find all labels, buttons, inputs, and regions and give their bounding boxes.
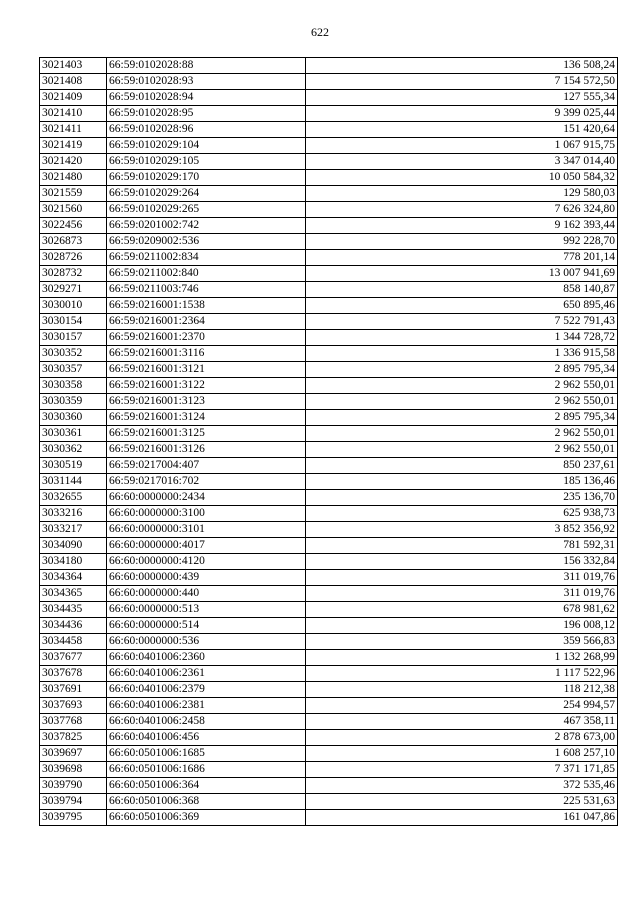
cadastral-value-cell: 151 420,64 [306,122,618,138]
object-id-cell: 3034365 [40,586,107,602]
object-id-cell: 3026873 [40,234,107,250]
cadastral-value-cell: 1 336 915,58 [306,346,618,362]
table-row [40,666,618,682]
table-row [40,410,618,426]
table-row [40,586,618,602]
object-id-cell: 3021408 [40,74,107,90]
table-row [40,378,618,394]
object-id-cell: 3039790 [40,778,107,794]
object-id-cell: 3039795 [40,810,107,826]
object-id-cell: 3031144 [40,474,107,490]
object-id-cell: 3030359 [40,394,107,410]
table-row [40,506,618,522]
object-id-cell: 3029271 [40,282,107,298]
cadastral-number-cell: 66:59:0102028:88 [107,58,306,74]
cadastral-value-cell: 311 019,76 [306,586,618,602]
cadastral-number-cell: 66:60:0000000:514 [107,618,306,634]
cadastral-value-cell: 2 962 550,01 [306,426,618,442]
cadastral-number-cell: 66:60:0501006:1685 [107,746,306,762]
cadastral-number-cell: 66:59:0211002:834 [107,250,306,266]
object-id-cell: 3030010 [40,298,107,314]
cadastral-value-cell: 2 962 550,01 [306,394,618,410]
cadastral-value-cell: 129 580,03 [306,186,618,202]
cadastral-value-cell: 467 358,11 [306,714,618,730]
cadastral-value-cell: 1 132 268,99 [306,650,618,666]
cadastral-number-cell: 66:60:0401006:456 [107,730,306,746]
cadastral-number-cell: 66:60:0501006:1686 [107,762,306,778]
table-row [40,74,618,90]
cadastral-number-cell: 66:60:0401006:2360 [107,650,306,666]
cadastral-number-cell: 66:59:0216001:3121 [107,362,306,378]
object-id-cell: 3028726 [40,250,107,266]
table-row [40,650,618,666]
object-id-cell: 3021411 [40,122,107,138]
object-id-cell: 3037677 [40,650,107,666]
table-row [40,762,618,778]
cadastral-number-cell: 66:59:0217016:702 [107,474,306,490]
table-row [40,346,618,362]
cadastral-number-cell: 66:60:0000000:3100 [107,506,306,522]
cadastral-number-cell: 66:60:0501006:364 [107,778,306,794]
cadastral-number-cell: 66:59:0217004:407 [107,458,306,474]
cadastral-number-cell: 66:59:0216001:1538 [107,298,306,314]
object-id-cell: 3028732 [40,266,107,282]
object-id-cell: 3030360 [40,410,107,426]
cadastral-number-cell: 66:60:0401006:2379 [107,682,306,698]
table-row [40,362,618,378]
object-id-cell: 3030358 [40,378,107,394]
object-id-cell: 3034364 [40,570,107,586]
object-id-cell: 3030362 [40,442,107,458]
table-row [40,250,618,266]
table-row [40,394,618,410]
cadastral-value-cell: 7 371 171,85 [306,762,618,778]
object-id-cell: 3039698 [40,762,107,778]
object-id-cell: 3021480 [40,170,107,186]
cadastral-value-cell: 127 555,34 [306,90,618,106]
object-id-cell: 3034435 [40,602,107,618]
cadastral-value-cell: 118 212,38 [306,682,618,698]
cadastral-number-cell: 66:60:0401006:2458 [107,714,306,730]
cadastral-number-cell: 66:59:0102029:170 [107,170,306,186]
cadastral-number-cell: 66:59:0211002:840 [107,266,306,282]
cadastral-number-cell: 66:59:0102029:104 [107,138,306,154]
table-row [40,426,618,442]
table-row [40,90,618,106]
object-id-cell: 3022456 [40,218,107,234]
table-row [40,314,618,330]
object-id-cell: 3021559 [40,186,107,202]
table-row [40,746,618,762]
cadastral-value-cell: 858 140,87 [306,282,618,298]
cadastral-value-cell: 7 154 572,50 [306,74,618,90]
object-id-cell: 3039697 [40,746,107,762]
cadastral-value-cell: 185 136,46 [306,474,618,490]
cadastral-value-cell: 10 050 584,32 [306,170,618,186]
table-row [40,330,618,346]
cadastral-number-cell: 66:59:0102029:264 [107,186,306,202]
object-id-cell: 3030361 [40,426,107,442]
table-row [40,234,618,250]
page-number: 622 [311,25,329,39]
cadastral-value-cell: 2 895 795,34 [306,410,618,426]
table-row [40,106,618,122]
object-id-cell: 3021560 [40,202,107,218]
object-id-cell: 3037693 [40,698,107,714]
cadastral-number-cell: 66:60:0000000:440 [107,586,306,602]
table-row [40,714,618,730]
object-id-cell: 3021409 [40,90,107,106]
cadastral-value-cell: 1 344 728,72 [306,330,618,346]
cadastral-value-cell: 650 895,46 [306,298,618,314]
cadastral-number-cell: 66:59:0102028:96 [107,122,306,138]
cadastral-value-cell: 625 938,73 [306,506,618,522]
object-id-cell: 3037768 [40,714,107,730]
object-id-cell: 3030352 [40,346,107,362]
table-row [40,794,618,810]
table-row [40,698,618,714]
cadastral-number-cell: 66:60:0501006:369 [107,810,306,826]
table-row [40,778,618,794]
object-id-cell: 3033216 [40,506,107,522]
cadastral-value-cell: 196 008,12 [306,618,618,634]
cadastral-value-cell: 225 531,63 [306,794,618,810]
table-row [40,186,618,202]
table-row [40,730,618,746]
cadastral-number-cell: 66:59:0216001:2370 [107,330,306,346]
table-row [40,298,618,314]
table-row [40,122,618,138]
object-id-cell: 3034436 [40,618,107,634]
cadastral-number-cell: 66:59:0201002:742 [107,218,306,234]
table-row [40,554,618,570]
table-row [40,458,618,474]
cadastral-value-cell: 156 332,84 [306,554,618,570]
object-id-cell: 3030154 [40,314,107,330]
cadastral-number-cell: 66:59:0102029:265 [107,202,306,218]
cadastral-value-cell: 13 007 941,69 [306,266,618,282]
cadastral-value-cell: 2 878 673,00 [306,730,618,746]
cadastral-number-cell: 66:59:0216001:3126 [107,442,306,458]
table-row [40,266,618,282]
table-row [40,474,618,490]
cadastral-value-cell: 778 201,14 [306,250,618,266]
object-id-cell: 3034180 [40,554,107,570]
cadastral-value-cell: 850 237,61 [306,458,618,474]
cadastral-value-cell: 1 608 257,10 [306,746,618,762]
table-row [40,218,618,234]
table-row [40,58,618,74]
object-id-cell: 3034458 [40,634,107,650]
cadastral-number-cell: 66:59:0102028:94 [107,90,306,106]
object-id-cell: 3033217 [40,522,107,538]
registry-table-body [40,58,618,826]
table-row [40,154,618,170]
cadastral-value-cell: 992 228,70 [306,234,618,250]
cadastral-value-cell: 136 508,24 [306,58,618,74]
table-row [40,442,618,458]
cadastral-number-cell: 66:60:0401006:2361 [107,666,306,682]
cadastral-number-cell: 66:60:0000000:4017 [107,538,306,554]
cadastral-value-cell: 7 626 324,80 [306,202,618,218]
cadastral-number-cell: 66:60:0000000:513 [107,602,306,618]
table-row [40,170,618,186]
object-id-cell: 3037678 [40,666,107,682]
table-row [40,202,618,218]
cadastral-number-cell: 66:59:0102028:93 [107,74,306,90]
cadastral-number-cell: 66:59:0216001:3122 [107,378,306,394]
table-row [40,634,618,650]
object-id-cell: 3030519 [40,458,107,474]
table-row [40,522,618,538]
cadastral-number-cell: 66:60:0000000:439 [107,570,306,586]
table-row [40,138,618,154]
cadastral-number-cell: 66:60:0000000:2434 [107,490,306,506]
cadastral-value-cell: 2 962 550,01 [306,378,618,394]
cadastral-number-cell: 66:60:0501006:368 [107,794,306,810]
object-id-cell: 3021410 [40,106,107,122]
cadastral-number-cell: 66:59:0211003:746 [107,282,306,298]
cadastral-value-cell: 1 067 915,75 [306,138,618,154]
cadastral-value-cell: 161 047,86 [306,810,618,826]
cadastral-value-cell: 2 962 550,01 [306,442,618,458]
object-id-cell: 3030357 [40,362,107,378]
cadastral-value-cell: 372 535,46 [306,778,618,794]
object-id-cell: 3037825 [40,730,107,746]
table-row [40,810,618,826]
object-id-cell: 3021420 [40,154,107,170]
object-id-cell: 3039794 [40,794,107,810]
cadastral-number-cell: 66:60:0000000:4120 [107,554,306,570]
object-id-cell: 3032655 [40,490,107,506]
cadastral-number-cell: 66:59:0102028:95 [107,106,306,122]
cadastral-value-cell: 7 522 791,43 [306,314,618,330]
cadastral-number-cell: 66:59:0216001:3124 [107,410,306,426]
cadastral-number-cell: 66:59:0102029:105 [107,154,306,170]
table-row [40,282,618,298]
registry-table [39,57,618,826]
table-row [40,602,618,618]
cadastral-number-cell: 66:59:0216001:3123 [107,394,306,410]
cadastral-number-cell: 66:60:0000000:3101 [107,522,306,538]
object-id-cell: 3021419 [40,138,107,154]
table-row [40,618,618,634]
cadastral-number-cell: 66:59:0209002:536 [107,234,306,250]
cadastral-number-cell: 66:60:0000000:536 [107,634,306,650]
table-row [40,538,618,554]
cadastral-value-cell: 2 895 795,34 [306,362,618,378]
cadastral-value-cell: 3 852 356,92 [306,522,618,538]
cadastral-value-cell: 3 347 014,40 [306,154,618,170]
cadastral-value-cell: 781 592,31 [306,538,618,554]
object-id-cell: 3037691 [40,682,107,698]
cadastral-value-cell: 359 566,83 [306,634,618,650]
cadastral-value-cell: 311 019,76 [306,570,618,586]
table-row [40,570,618,586]
cadastral-number-cell: 66:60:0401006:2381 [107,698,306,714]
object-id-cell: 3021403 [40,58,107,74]
cadastral-number-cell: 66:59:0216001:3116 [107,346,306,362]
object-id-cell: 3030157 [40,330,107,346]
cadastral-value-cell: 9 162 393,44 [306,218,618,234]
cadastral-number-cell: 66:59:0216001:3125 [107,426,306,442]
cadastral-value-cell: 235 136,70 [306,490,618,506]
cadastral-value-cell: 254 994,57 [306,698,618,714]
object-id-cell: 3034090 [40,538,107,554]
cadastral-value-cell: 1 117 522,96 [306,666,618,682]
cadastral-value-cell: 678 981,62 [306,602,618,618]
cadastral-number-cell: 66:59:0216001:2364 [107,314,306,330]
table-row [40,682,618,698]
cadastral-value-cell: 9 399 025,44 [306,106,618,122]
table-row [40,490,618,506]
